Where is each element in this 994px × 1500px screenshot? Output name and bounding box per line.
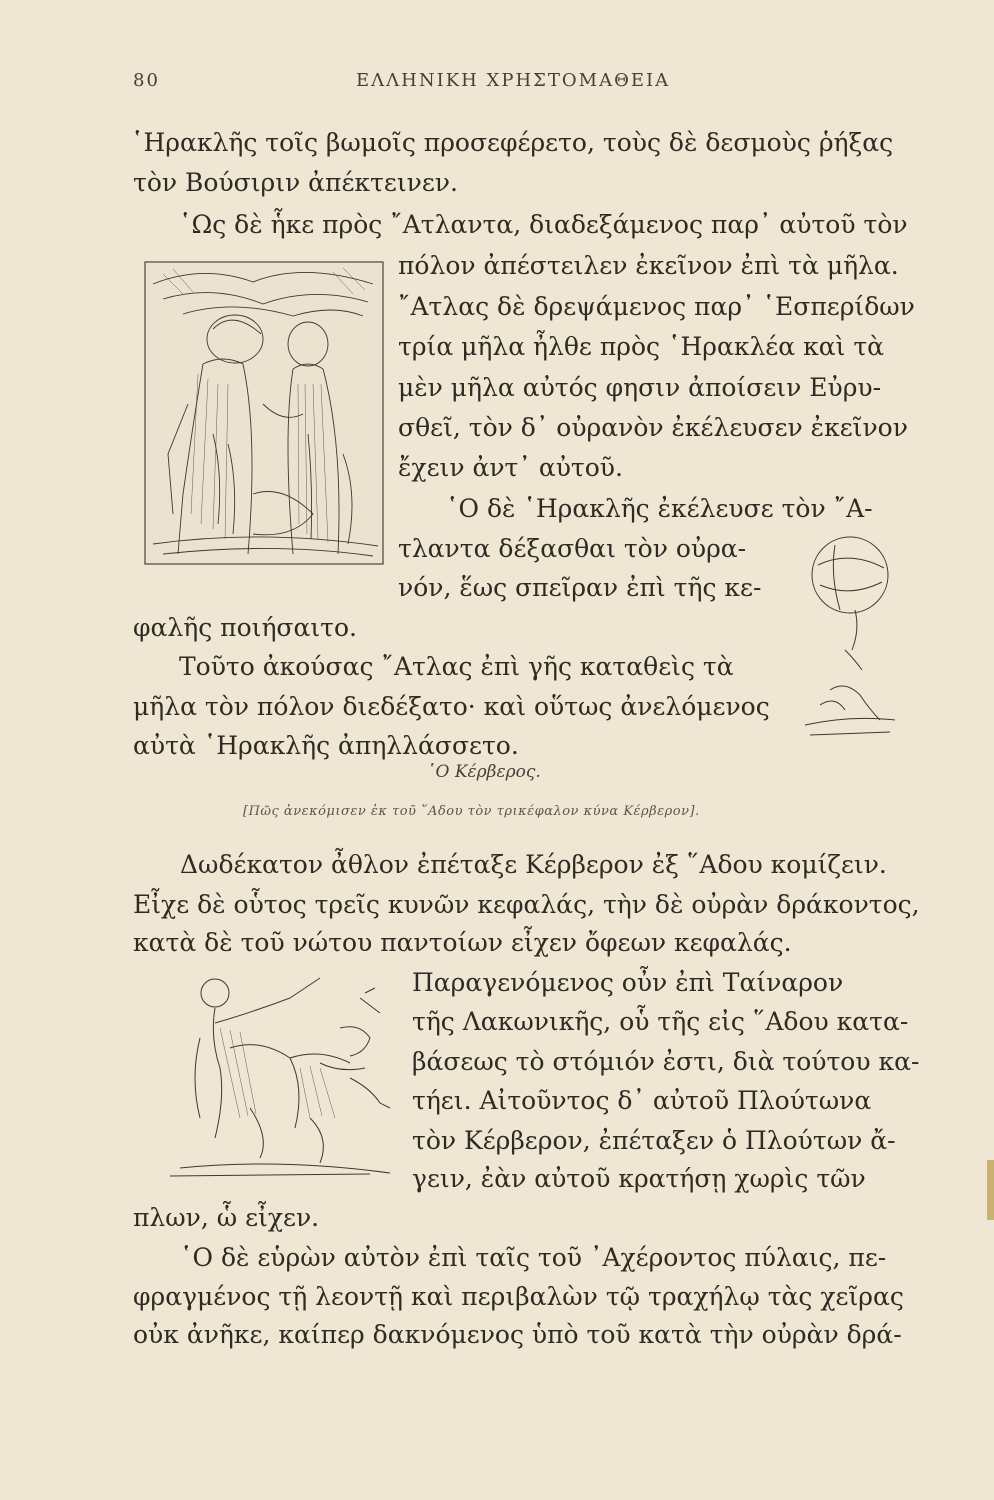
text-line: μῆλα τὸν πόλον διεδέξατο· καὶ οὕτως ἀνελόμενος [133,692,770,721]
text-line: μὲν μῆλα αὐτός φησιν ἀποίσειν Εὐρυ- [398,373,882,402]
text-line: τὸν Κέρβερον, ἐπέταξεν ὁ Πλούτων ἄ- [412,1126,896,1155]
text-line: τῆς Λακωνικῆς, οὗ τῆς εἰς ῞Αδου κατα- [412,1007,909,1036]
heracles-cerberus-engraving [170,968,395,1178]
text-line: τὸν Βούσιριν ἀπέκτεινεν. [133,168,458,197]
text-line: πόλον ἀπέστειλεν ἐκεῖνον ἐπὶ τὰ μῆλα. [398,251,899,280]
atlas-globe-vignette [800,520,900,745]
text-line: πλων, ὧ εἶχεν. [133,1203,320,1232]
text-line: φραγμένος τῇ λεοντῇ καὶ περιβαλὼν τῷ τραχήλῳ τὰς χεῖρας [133,1282,904,1311]
page-edge-mark [987,1160,994,1220]
text-line: ῾Ο δὲ ῾Ηρακλῆς ἐκέλευσε τὸν ῎Α- [446,494,873,523]
text-line: σθεῖ, τὸν δ᾽ οὐρανὸν ἐκέλευσεν ἐκεῖνον [398,413,908,442]
section-subtitle: [Πῶς ἀνεκόμισεν ἐκ τοῦ ῞Αδου τὸν τρικέφαλον κύνα Κέρβερον]. [243,804,700,819]
heracles-atlas-engraving [143,254,388,572]
text-line: οὐκ ἀνῆκε, καίπερ δακνόμενος ὑπὸ τοῦ κατὰ τὴν οὐρὰν δρά- [133,1320,902,1349]
text-line: ἔχειν ἀντ᾽ αὐτοῦ. [398,453,623,482]
text-line: τλαντα δέξασθαι τὸν οὐρα- [398,534,747,563]
section-title: ῾Ο Κέρβερος. [427,762,541,782]
text-line: ῾Ως δὲ ἧκε πρὸς ῎Ατλαντα, διαδεξάμενος παρ᾽ αὐτοῦ τὸν [179,210,908,239]
text-line: Δωδέκατον ἆθλον ἐπέταξε Κέρβερον ἐξ ῞Αδου κομίζειν. [180,850,887,879]
text-line: Εἶχε δὲ οὗτος τρεῖς κυνῶν κεφαλάς, τὴν δὲ οὐρὰν δράκοντος, [133,890,920,919]
text-line: τήει. Αἰτοῦντος δ᾽ αὐτοῦ Πλούτωνα [412,1086,872,1115]
text-line: φαλῆς ποιήσαιτο. [133,613,357,642]
text-line: Παραγενόμενος οὖν ἐπὶ Ταίναρον [412,968,844,997]
text-line: ῾Ηρακλῆς τοῖς βωμοῖς προσεφέρετο, τοὺς δὲ δεσμοὺς ῥήξας [131,128,894,157]
running-title: ΕΛΛΗΝΙΚΗ ΧΡΗΣΤΟΜΑΘΕΙΑ [356,70,671,91]
text-line: κατὰ δὲ τοῦ νώτου παντοίων εἶχεν ὄφεων κεφαλάς. [133,928,792,957]
text-line: ῾Ο δὲ εὑρὼν αὐτὸν ἐπὶ ταῖς τοῦ ᾽Αχέροντος πύλαις, πε- [180,1243,887,1272]
text-line: τρία μῆλα ἦλθε πρὸς ῾Ηρακλέα καὶ τὰ [398,332,885,361]
text-line: ῎Ατλας δὲ δρεψάμενος παρ᾽ ῾Εσπερίδων [398,292,915,321]
text-line: γειν, ἐὰν αὐτοῦ κρατήσῃ χωρὶς τῶν [412,1164,866,1193]
page-number: 80 [133,70,160,91]
text-line: αὐτὰ ῾Ηρακλῆς ἀπηλλάσσετο. [133,731,519,760]
text-line: Τοῦτο ἀκούσας ῎Ατλας ἐπὶ γῆς καταθεὶς τὰ [179,652,734,681]
text-line: βάσεως τὸ στόμιόν ἐστι, διὰ τούτου κα- [412,1047,920,1076]
text-line: νόν, ἕως σπεῖραν ἐπὶ τῆς κε- [398,573,762,602]
